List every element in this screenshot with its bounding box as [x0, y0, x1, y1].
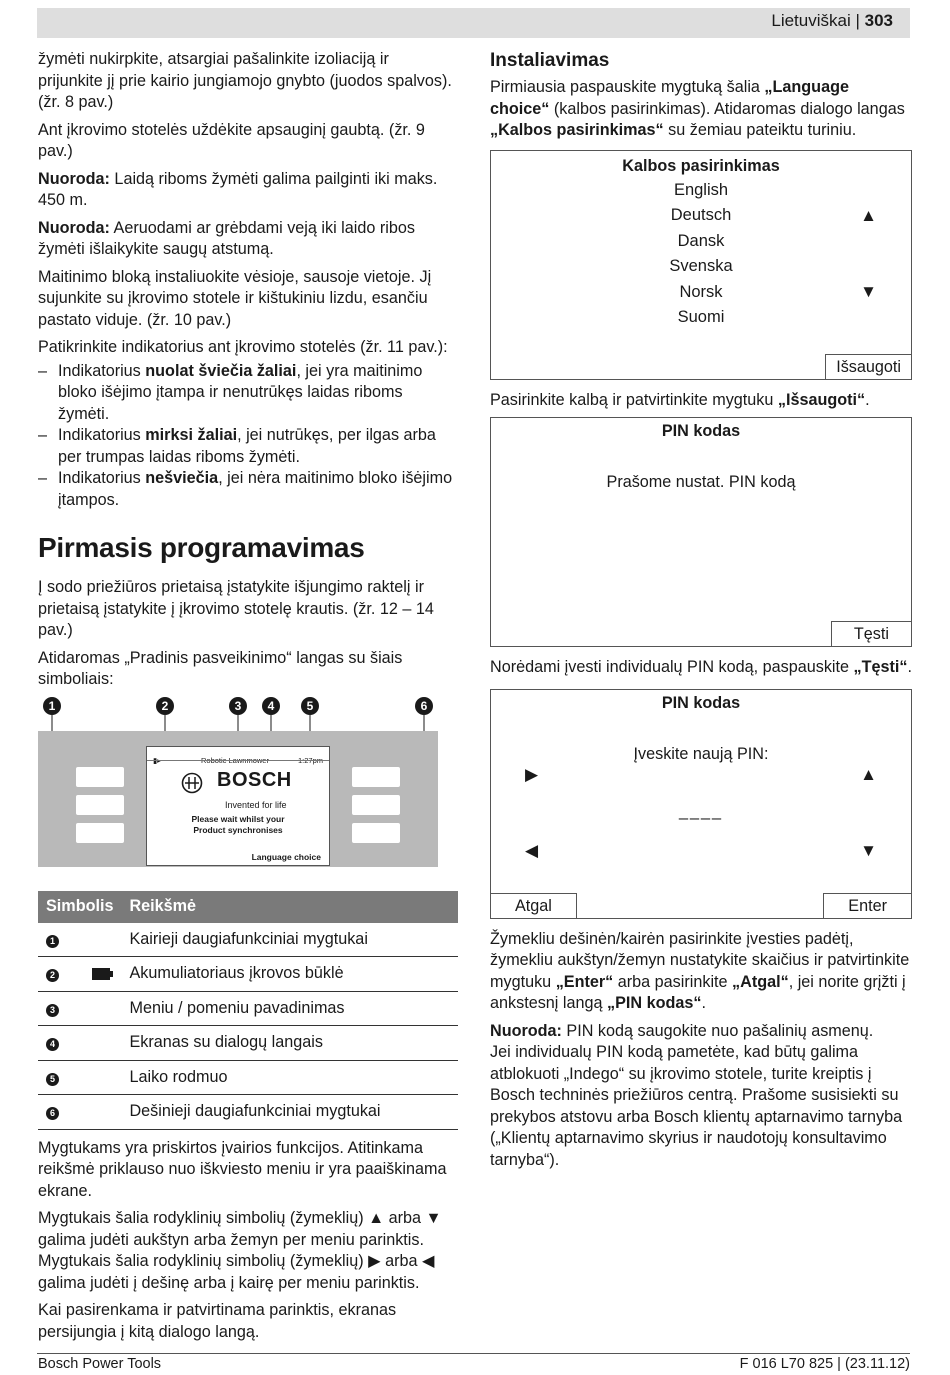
arrow-up-icon[interactable]: ▲	[860, 764, 877, 784]
note	[38, 218, 458, 261]
arrow-left-icon[interactable]: ◀	[525, 840, 539, 860]
paragraph: Norėdami įvesti individualų PIN kodą, paspauskite „Tęsti“.	[490, 658, 912, 676]
paragraph: Atidaromas „Pradinis pasveikinimo“ langas su šiais simboliais:	[38, 648, 403, 688]
note-label: Nuoroda:	[38, 169, 110, 188]
callout-2: 2	[156, 697, 174, 715]
table-row: 6 Dešinieji daugiafunkciniai mygtukai	[38, 1095, 458, 1130]
language-option[interactable]: Svenska	[669, 257, 733, 276]
arrow-up-icon[interactable]: ▲	[860, 205, 877, 225]
note-label: Nuoroda:	[490, 1021, 562, 1040]
battery-icon	[92, 968, 110, 980]
arrow-down-icon[interactable]: ▼	[860, 840, 877, 860]
note-text: PIN kodą saugokite nuo pašalinių asmenų.	[561, 1021, 874, 1040]
right-multifunction-button-3[interactable]	[352, 823, 400, 843]
paragraph: Patikrinkite indikatorius ant įkrovimo stotelės (žr. 11 pav.):	[38, 338, 448, 356]
continue-button[interactable]: Tęsti	[831, 621, 912, 647]
table-header-row	[38, 891, 458, 923]
language-option[interactable]: Suomi	[677, 308, 725, 327]
list-item: – Indikatorius mirksi žaliai, jei nutrūkęs, per ilgas arba per trumpas laidas riboms žymėti.	[38, 425, 458, 468]
list-item: – Indikatorius nuolat šviečia žaliai, jei yra maitinimo bloko išėjimo įtampa ir nenutrūkęs laidas riboms žymėti.	[38, 361, 458, 426]
footer-left: Bosch Power Tools	[38, 1356, 162, 1372]
bosch-logo-icon	[181, 772, 203, 794]
callout-3: 3	[229, 697, 247, 715]
arrow-down-icon[interactable]: ▼	[860, 281, 877, 301]
page-number: 303	[864, 11, 893, 30]
note	[38, 169, 458, 212]
callout-6: 6	[415, 697, 433, 715]
dialog-message: Įveskite naują PIN:	[633, 744, 769, 763]
left-multifunction-button-2[interactable]	[76, 795, 124, 815]
paragraph: Pasirinkite kalbą ir patvirtinkite mygtuku „Išsaugoti“.	[490, 390, 870, 409]
indicator-list	[38, 361, 458, 512]
table-row: 2 Akumuliatoriaus įkrovos būklė	[38, 957, 458, 992]
table-row: 4 Ekranas su dialogų langais	[38, 1026, 458, 1061]
header-language: Lietuviškai	[771, 11, 851, 30]
table-row: 3 Meniu / pomeniu pavadinimas	[38, 991, 458, 1026]
list-item: – Indikatorius nešviečia, jei nėra maitinimo bloko išėjimo įtampos.	[38, 468, 458, 511]
language-dialog	[490, 150, 912, 380]
arrow-right-icon[interactable]: ▶	[525, 764, 539, 784]
language-option[interactable]: Deutsch	[670, 206, 732, 225]
paragraph: Mygtukais šalia rodyklinių simbolių (žymeklių) ▶ arba ◀ galima judėti į dešinę arba į kairę per meniu parinktis.	[38, 1252, 435, 1292]
save-button[interactable]: Išsaugoti	[825, 354, 912, 380]
section-title: Pirmasis programavimas	[38, 532, 365, 563]
footer-right: F 016 L70 825 | (23.11.12)	[739, 1356, 910, 1372]
paragraph: Ant įkrovimo stotelės uždėkite apsauginį gaubtą. (žr. 9 pav.)	[38, 120, 425, 160]
page-header: Lietuviškai | 303	[771, 11, 893, 30]
paragraph: Į sodo priežiūros prietaisą įstatykite išjungimo raktelį ir prietaisą įstatykite į įkrovimo stotelę krautis. (žr. 12 – 14 pav.)	[38, 578, 434, 639]
dialog-title: PIN kodas	[661, 693, 741, 712]
language-option[interactable]: Dansk	[677, 231, 725, 250]
note-text: Laidą riboms žymėti galima pailginti iki maks. 450 m.	[38, 169, 438, 209]
note-text: Aeruodami ar grėbdami veją iki laido ribos žymėti išlaikykite saugų atstumą.	[38, 218, 415, 258]
callout-5: 5	[301, 697, 319, 715]
dialog-title: Kalbos pasirinkimas	[622, 156, 780, 175]
callout-1: 1	[43, 697, 61, 715]
enter-button[interactable]: Enter	[823, 893, 912, 919]
pin-setup-dialog	[490, 417, 912, 647]
table-row: 5 Laiko rodmuo	[38, 1060, 458, 1095]
language-option[interactable]: Norsk	[679, 282, 723, 301]
note-label: Nuoroda:	[38, 218, 110, 237]
device-panel	[38, 731, 438, 867]
paragraph: Kai pasirenkama ir patvirtinama parinktis, ekranas persijungia į kitą dialogo langą.	[38, 1301, 397, 1341]
device-figure	[38, 697, 458, 877]
display-screen	[146, 746, 330, 866]
paragraph: Maitinimo bloką instaliuokite vėsioje, sausoje vietoje. Jį sujunkite su įkrovimo stotele ir kištukiniu lizdu, esančiu pastato viduje. (žr. 10 pav.)	[38, 267, 432, 329]
paragraph: Mygtukais šalia rodyklinių simbolių (žymeklių) ▲ arba ▼ galima judėti aukštyn arba žemyn per meniu parinktis.	[38, 1209, 442, 1249]
paragraph: Pirmiausia paspauskite mygtuką šalia „Language choice“ (kalbos pasirinkimas). Atidaromas dialogo langas „Kalbos pasirinkimas“ su žemiau pateiktu turiniu.	[490, 78, 905, 139]
table-row: 1 Kairieji daugiafunkciniai mygtukai	[38, 923, 458, 957]
language-choice-label: Language choice	[251, 851, 321, 862]
right-column	[490, 49, 912, 1177]
dialog-message: Prašome nustat. PIN kodą	[606, 473, 796, 491]
back-button[interactable]: Atgal	[490, 893, 577, 919]
footer-rule	[37, 1353, 910, 1354]
paragraph: Žymekliu dešinėn/kairėn pasirinkite įvesties padėtį, žymekliu aukštyn/žemyn nustatykite skaičius ir patvirtinkite mygtuku „Enter“ arba pasirinkite „Atgal“, jei norite grįžti į ankstesnį langą „PIN kodas“.	[490, 929, 910, 1012]
right-multifunction-button-2[interactable]	[352, 795, 400, 815]
symbol-table	[38, 891, 458, 1130]
callout-4: 4	[262, 697, 280, 715]
paragraph: Jei individualų PIN kodą pametėte, kad būtų galima atblokuoti „Indego“ su įkrovimo stotele, turite kreiptis į Bosch techninės priežiūros centrą. Prašome susisiekti su prekybos atstovu arba Bosch klientų aptarnavimo tarnyba („Klientų aptarnavimo skyrius ir naudotojų konsultavimo tarnyba“).	[490, 1043, 903, 1169]
right-multifunction-button-1[interactable]	[352, 767, 400, 787]
pin-entry-dialog	[490, 689, 912, 919]
paragraph: žymėti nukirpkite, atsargiai pašalinkite izoliaciją ir prijunkite jį prie kairio jungiamojo gnybto (juodos spalvos). (žr. 8 pav.)	[38, 50, 452, 111]
column-header: Simbolis	[38, 891, 121, 923]
note	[490, 1021, 912, 1043]
left-multifunction-button-3[interactable]	[76, 823, 124, 843]
pin-field[interactable]: ____	[678, 802, 723, 820]
brand-slogan: Invented for life	[225, 799, 287, 810]
language-option[interactable]: English	[673, 180, 729, 199]
left-multifunction-button-1[interactable]	[76, 767, 124, 787]
left-column	[38, 49, 458, 1349]
subsection-title: Instaliavimas	[490, 50, 610, 71]
wait-message: Please wait whilst your Product synchronises	[191, 813, 285, 835]
dialog-title: PIN kodas	[661, 422, 741, 440]
brand-name: BOSCH	[217, 768, 292, 791]
column-header: Reikšmė	[121, 891, 458, 923]
paragraph: Mygtukams yra priskirtos įvairios funkcijos. Atitinkama reikšmė priklauso nuo iškviesto meniu ir yra paaiškinama ekrane.	[38, 1138, 447, 1200]
